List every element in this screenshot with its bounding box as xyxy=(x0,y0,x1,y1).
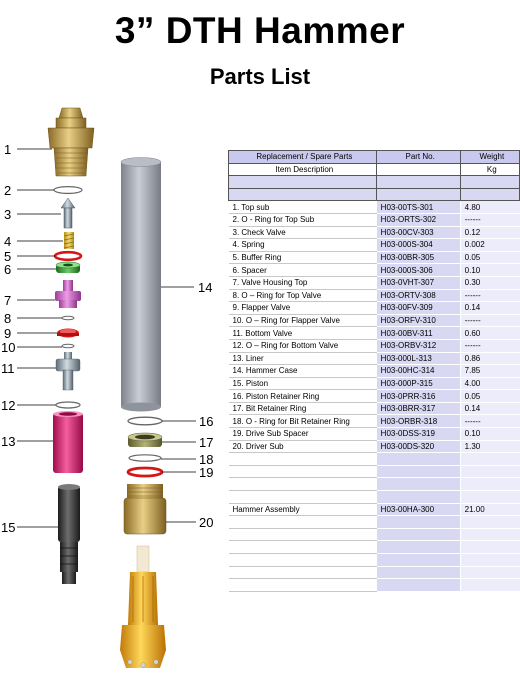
flapper-valve-part xyxy=(57,329,79,338)
weight-cell xyxy=(460,566,519,579)
item-description-cell: 17. Bit Retainer Ring xyxy=(229,402,377,415)
table-blank-row xyxy=(229,188,520,201)
callout-18: 18 xyxy=(199,452,214,467)
item-description-cell xyxy=(229,541,377,554)
part-number-cell: H03-00HA-300 xyxy=(376,503,460,516)
callout-15: 15 xyxy=(1,520,16,535)
callout-5: 5 xyxy=(4,249,12,264)
table-row xyxy=(229,478,520,491)
callout-9: 9 xyxy=(4,326,12,341)
table-row xyxy=(229,440,520,453)
leader-lines xyxy=(17,149,196,527)
subheader-item-description: Item Description xyxy=(229,163,377,176)
weight-cell: 0.05 xyxy=(460,390,519,403)
weight-cell: 21.00 xyxy=(460,503,519,516)
part-number-cell: H03-00BR-305 xyxy=(376,251,460,264)
table-row xyxy=(229,516,520,529)
part-number-cell xyxy=(376,554,460,567)
item-description-cell: 18. O - Ring for Bit Retainer Ring xyxy=(229,415,377,428)
part-number-cell: H03-ORTV-308 xyxy=(376,289,460,302)
item-description-cell xyxy=(229,528,377,541)
bottom-valve-o-ring-part xyxy=(56,402,80,408)
table-row xyxy=(229,339,520,352)
weight-cell: ------ xyxy=(460,213,519,226)
part-number-cell: H03-0VHT-307 xyxy=(376,276,460,289)
callout-14: 14 xyxy=(198,280,213,295)
weight-cell xyxy=(460,465,519,478)
weight-cell xyxy=(460,554,519,567)
top-valve-o-ring-part xyxy=(62,316,74,320)
drive-sub-spacer-part xyxy=(128,468,162,476)
table-row xyxy=(229,377,520,390)
table-row xyxy=(229,226,520,239)
piston-retainer-ring-part xyxy=(128,417,162,425)
table-row xyxy=(229,453,520,466)
weight-cell: 0.14 xyxy=(460,402,519,415)
part-number-cell: H03-00CV-303 xyxy=(376,226,460,239)
weight-cell: ------ xyxy=(460,339,519,352)
table-row xyxy=(229,352,520,365)
part-number-cell xyxy=(376,541,460,554)
table-row xyxy=(229,566,520,579)
table-row xyxy=(229,415,520,428)
item-description-cell: 13. Liner xyxy=(229,352,377,365)
item-description-cell: 6. Spacer xyxy=(229,264,377,277)
table-row xyxy=(229,491,520,504)
valve-housing-top-part xyxy=(55,280,81,308)
weight-cell xyxy=(460,528,519,541)
weight-cell: 0.86 xyxy=(460,352,519,365)
item-description-cell: 12. O – Ring for Bottom Valve xyxy=(229,339,377,352)
weight-cell: 0.10 xyxy=(460,428,519,441)
callout-20: 20 xyxy=(199,515,214,530)
part-number-cell: H03-0PRR-316 xyxy=(376,390,460,403)
weight-cell xyxy=(460,516,519,529)
part-number-cell: H03-000S-306 xyxy=(376,264,460,277)
spring-part xyxy=(64,232,74,249)
table-row xyxy=(229,314,520,327)
part-number-cell: H03-ORBV-312 xyxy=(376,339,460,352)
item-description-cell: 15. Piston xyxy=(229,377,377,390)
item-description-cell xyxy=(229,566,377,579)
item-description-cell: 1. Top sub xyxy=(229,201,377,214)
bit-retainer-ring-part xyxy=(128,433,162,447)
hammer-case-part xyxy=(121,158,161,412)
column-header-description: Replacement / Spare Parts xyxy=(229,151,377,164)
part-number-cell: H03-000S-304 xyxy=(376,239,460,252)
table-row xyxy=(229,276,520,289)
item-description-cell xyxy=(229,465,377,478)
item-description-cell: 7. Valve Housing Top xyxy=(229,276,377,289)
weight-cell xyxy=(460,453,519,466)
callout-4: 4 xyxy=(4,234,12,249)
item-description-cell: Hammer Assembly xyxy=(229,503,377,516)
table-row xyxy=(229,390,520,403)
part-number-cell xyxy=(376,528,460,541)
item-description-cell: 20. Driver Sub xyxy=(229,440,377,453)
part-number-cell: H03-ORFV-310 xyxy=(376,314,460,327)
item-description-cell xyxy=(229,516,377,529)
top-sub-o-ring-part xyxy=(54,187,82,194)
buffer-ring-part xyxy=(55,252,81,260)
part-number-cell xyxy=(376,579,460,592)
item-description-cell xyxy=(229,554,377,567)
callout-13: 13 xyxy=(1,434,16,449)
item-description-cell: 9. Flapper Valve xyxy=(229,302,377,315)
part-number-cell: H03-000P-315 xyxy=(376,377,460,390)
table-row xyxy=(229,327,520,340)
parts-table xyxy=(228,150,520,592)
callout-3: 3 xyxy=(4,207,12,222)
table-subheader-row xyxy=(229,163,520,176)
bit-retainer-o-ring-part xyxy=(129,455,161,461)
table-row xyxy=(229,264,520,277)
item-description-cell: 4. Spring xyxy=(229,239,377,252)
drill-bit-part xyxy=(120,546,166,668)
subheader-part-no xyxy=(376,163,460,176)
item-description-cell: 16. Piston Retainer Ring xyxy=(229,390,377,403)
part-number-cell: H03-ORTS-302 xyxy=(376,213,460,226)
callout-12: 12 xyxy=(1,398,16,413)
assembly-row xyxy=(229,503,520,516)
callout-2: 2 xyxy=(4,183,12,198)
item-description-cell: 14. Hammer Case xyxy=(229,365,377,378)
table-blank-row xyxy=(229,176,520,189)
weight-cell: 0.12 xyxy=(460,226,519,239)
callout-17: 17 xyxy=(199,435,214,450)
part-number-cell: H03-ORBR-318 xyxy=(376,415,460,428)
weight-cell xyxy=(460,491,519,504)
weight-cell: 0.30 xyxy=(460,276,519,289)
part-number-cell: H03-0DSS-319 xyxy=(376,428,460,441)
table-row xyxy=(229,528,520,541)
callout-16: 16 xyxy=(199,414,214,429)
weight-cell: 0.60 xyxy=(460,327,519,340)
callout-10: 10 xyxy=(1,340,16,355)
flapper-valve-o-ring-part xyxy=(62,344,74,348)
table-row xyxy=(229,365,520,378)
part-number-cell: H03-00DS-320 xyxy=(376,440,460,453)
table-row xyxy=(229,302,520,315)
table-row xyxy=(229,201,520,214)
part-number-cell xyxy=(376,465,460,478)
weight-cell: 1.30 xyxy=(460,440,519,453)
callout-1: 1 xyxy=(4,142,12,157)
part-number-cell xyxy=(376,478,460,491)
table-row xyxy=(229,541,520,554)
driver-sub-part xyxy=(124,484,166,534)
callout-6: 6 xyxy=(4,262,12,277)
table-row xyxy=(229,213,520,226)
item-description-cell: 19. Drive Sub Spacer xyxy=(229,428,377,441)
item-description-cell: 8. O – Ring for Top Valve xyxy=(229,289,377,302)
callout-19: 19 xyxy=(199,465,214,480)
weight-cell: 4.80 xyxy=(460,201,519,214)
column-header-weight: Weight xyxy=(460,151,519,164)
weight-cell: 0.002 xyxy=(460,239,519,252)
part-number-cell: H03-00BV-311 xyxy=(376,327,460,340)
table-row xyxy=(229,579,520,592)
item-description-cell xyxy=(229,491,377,504)
callout-11: 11 xyxy=(1,361,15,376)
part-number-cell: H03-0BRR-317 xyxy=(376,402,460,415)
item-description-cell: 5. Buffer Ring xyxy=(229,251,377,264)
part-number-cell: H03-000L-313 xyxy=(376,352,460,365)
weight-cell: ------ xyxy=(460,415,519,428)
table-row xyxy=(229,251,520,264)
item-description-cell: 10. O – Ring for Flapper Valve xyxy=(229,314,377,327)
callout-8: 8 xyxy=(4,311,12,326)
weight-cell xyxy=(460,579,519,592)
table-row xyxy=(229,402,520,415)
liner-part xyxy=(53,411,83,473)
weight-cell: 0.05 xyxy=(460,251,519,264)
item-description-cell xyxy=(229,478,377,491)
page-subtitle: Parts List xyxy=(209,64,311,89)
table-row xyxy=(229,289,520,302)
column-header-part-no: Part No. xyxy=(376,151,460,164)
piston-part xyxy=(58,484,80,584)
callout-numbers xyxy=(1,142,213,535)
weight-cell: ------ xyxy=(460,289,519,302)
weight-cell: ------ xyxy=(460,314,519,327)
weight-cell xyxy=(460,478,519,491)
item-description-cell: 3. Check Valve xyxy=(229,226,377,239)
part-number-cell: H03-00TS-301 xyxy=(376,201,460,214)
subheader-weight-unit: Kg xyxy=(460,163,519,176)
check-valve-part xyxy=(61,198,75,228)
weight-cell: 4.00 xyxy=(460,377,519,390)
weight-cell: 0.14 xyxy=(460,302,519,315)
table-row xyxy=(229,465,520,478)
item-description-cell: 2. O - Ring for Top Sub xyxy=(229,213,377,226)
item-description-cell xyxy=(229,453,377,466)
table-row xyxy=(229,554,520,567)
part-number-cell xyxy=(376,516,460,529)
table-row xyxy=(229,239,520,252)
item-description-cell xyxy=(229,579,377,592)
table-row xyxy=(229,428,520,441)
weight-cell: 0.10 xyxy=(460,264,519,277)
part-number-cell: H03-00FV-309 xyxy=(376,302,460,315)
table-header-row xyxy=(229,151,520,164)
spacer-part xyxy=(56,262,80,273)
bottom-valve-part xyxy=(56,352,80,390)
weight-cell: 7.85 xyxy=(460,365,519,378)
part-number-cell xyxy=(376,491,460,504)
weight-cell xyxy=(460,541,519,554)
page-title: 3” DTH Hammer xyxy=(114,10,406,51)
top-sub-part xyxy=(48,108,94,176)
part-number-cell xyxy=(376,453,460,466)
part-number-cell: H03-00HC-314 xyxy=(376,365,460,378)
item-description-cell: 11. Bottom Valve xyxy=(229,327,377,340)
callout-7: 7 xyxy=(4,293,12,308)
part-number-cell xyxy=(376,566,460,579)
